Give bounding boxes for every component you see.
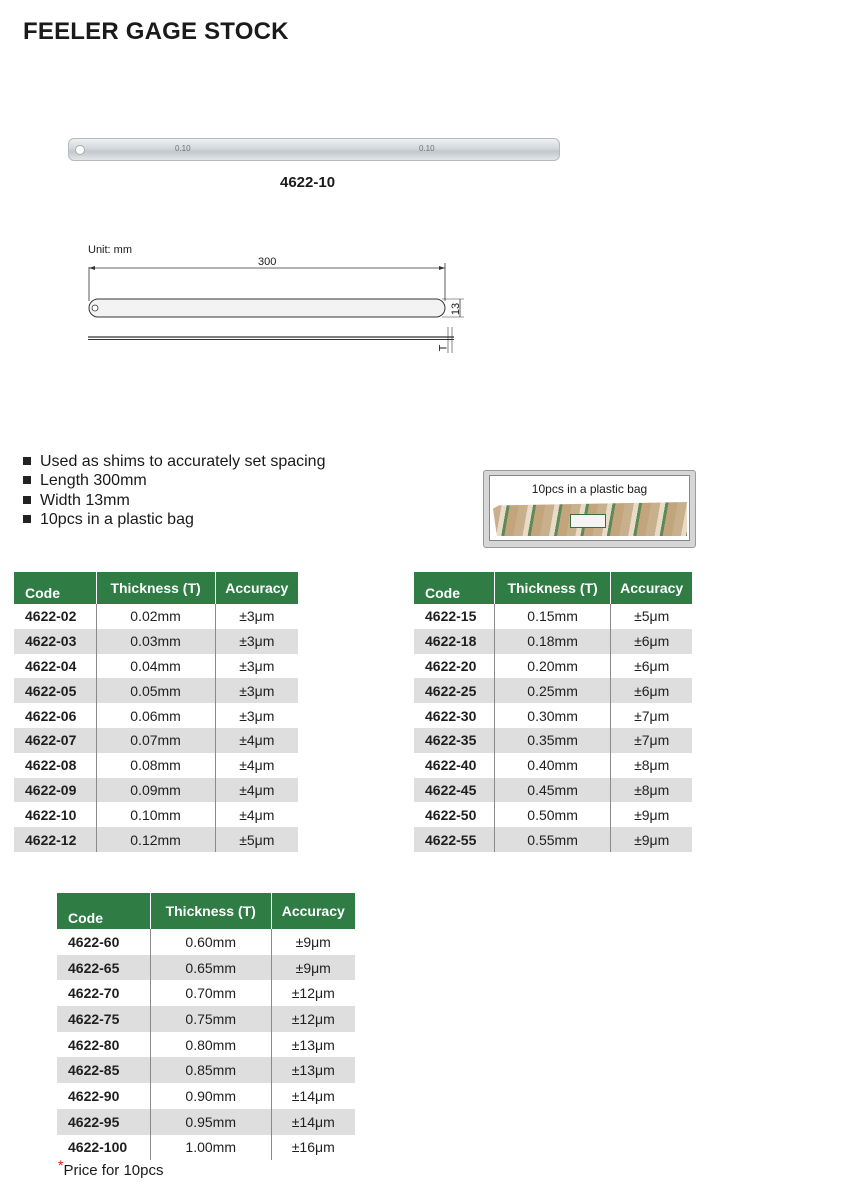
feature-item: Length 300mm <box>22 471 325 490</box>
bag-tag <box>570 514 606 528</box>
code-cell: 4622-80 <box>57 1032 150 1058</box>
thickness-cell: 0.15mm <box>494 604 611 629</box>
thickness-cell: 0.75mm <box>150 1006 271 1032</box>
code-cell: 4622-08 <box>14 753 96 778</box>
code-cell: 4622-55 <box>414 827 494 852</box>
code-cell: 4622-06 <box>14 703 96 728</box>
thickness-cell: 0.09mm <box>96 778 215 803</box>
thickness-cell: 1.00mm <box>150 1135 271 1161</box>
strip-hole <box>75 145 85 155</box>
strip-model-code: 4622-10 <box>280 174 336 191</box>
accuracy-cell: ±6μm <box>611 654 692 679</box>
accuracy-cell: ±13μm <box>271 1032 355 1058</box>
strip-thickness-mark: 0.10 <box>175 144 191 153</box>
code-cell: 4622-20 <box>414 654 494 679</box>
code-cell: 4622-12 <box>14 827 96 852</box>
code-cell: 4622-50 <box>414 802 494 827</box>
code-cell: 4622-02 <box>14 604 96 629</box>
accuracy-cell: ±3μm <box>215 629 298 654</box>
thickness-cell: 0.25mm <box>494 678 611 703</box>
price-note <box>58 1157 164 1179</box>
spec-table-1 <box>14 572 298 852</box>
thickness-cell: 0.50mm <box>494 802 611 827</box>
thickness-cell: 0.40mm <box>494 753 611 778</box>
code-cell: 4622-03 <box>14 629 96 654</box>
code-cell: 4622-10 <box>14 802 96 827</box>
column-header: Thickness (T) <box>96 572 215 604</box>
table-row <box>14 728 298 753</box>
thickness-cell: 0.20mm <box>494 654 611 679</box>
column-header: Code <box>414 572 494 604</box>
accuracy-cell: ±4μm <box>215 778 298 803</box>
table-row <box>57 955 355 981</box>
code-cell: 4622-07 <box>14 728 96 753</box>
thickness-cell: 0.10mm <box>96 802 215 827</box>
accuracy-cell: ±3μm <box>215 703 298 728</box>
thickness-cell: 0.12mm <box>96 827 215 852</box>
accuracy-cell: ±7μm <box>611 728 692 753</box>
feature-list <box>22 452 325 529</box>
code-cell: 4622-09 <box>14 778 96 803</box>
code-cell: 4622-65 <box>57 955 150 981</box>
accuracy-cell: ±5μm <box>611 604 692 629</box>
spec-table-3 <box>57 893 355 1160</box>
code-cell: 4622-18 <box>414 629 494 654</box>
note-asterisk: * <box>58 1157 64 1173</box>
page-title: FEELER GAGE STOCK <box>23 18 289 45</box>
table-header-row <box>14 572 298 604</box>
table-row <box>414 604 692 629</box>
table-row <box>57 1057 355 1083</box>
width-dimension: 13 <box>450 302 463 316</box>
thickness-cell: 0.90mm <box>150 1083 271 1109</box>
code-cell: 4622-25 <box>414 678 494 703</box>
thickness-cell: 0.80mm <box>150 1032 271 1058</box>
accuracy-cell: ±12μm <box>271 1006 355 1032</box>
accuracy-cell: ±4μm <box>215 753 298 778</box>
plastic-bag-photo <box>483 470 696 548</box>
accuracy-cell: ±3μm <box>215 678 298 703</box>
table-header-row <box>57 893 355 929</box>
accuracy-cell: ±4μm <box>215 728 298 753</box>
code-cell: 4622-70 <box>57 980 150 1006</box>
column-header: Code <box>57 893 150 929</box>
accuracy-cell: ±12μm <box>271 980 355 1006</box>
accuracy-cell: ±8μm <box>611 753 692 778</box>
accuracy-cell: ±9μm <box>271 955 355 981</box>
table-row <box>57 929 355 955</box>
table-header-row <box>414 572 692 604</box>
table-row <box>14 604 298 629</box>
thickness-cell: 0.02mm <box>96 604 215 629</box>
table-row <box>414 678 692 703</box>
table-row <box>14 778 298 803</box>
accuracy-cell: ±9μm <box>611 827 692 852</box>
thickness-cell: 0.08mm <box>96 753 215 778</box>
thickness-cell: 0.35mm <box>494 728 611 753</box>
table-row <box>414 654 692 679</box>
column-header: Accuracy <box>271 893 355 929</box>
length-dimension: 300 <box>258 256 277 268</box>
table-row <box>414 778 692 803</box>
accuracy-cell: ±3μm <box>215 654 298 679</box>
code-cell: 4622-05 <box>14 678 96 703</box>
code-cell: 4622-04 <box>14 654 96 679</box>
accuracy-cell: ±9μm <box>611 802 692 827</box>
column-header: Thickness (T) <box>494 572 611 604</box>
column-header: Accuracy <box>215 572 298 604</box>
table-row <box>14 629 298 654</box>
table-row <box>14 703 298 728</box>
dimension-drawing <box>80 255 480 365</box>
accuracy-cell: ±6μm <box>611 629 692 654</box>
table-row <box>414 827 692 852</box>
feature-item: 10pcs in a plastic bag <box>22 510 325 529</box>
bag-label: 10pcs in a plastic bag <box>531 482 648 496</box>
table-row <box>14 753 298 778</box>
accuracy-cell: ±16μm <box>271 1135 355 1161</box>
table-row <box>57 1032 355 1058</box>
code-cell: 4622-40 <box>414 753 494 778</box>
feeler-strip-photo <box>68 138 560 161</box>
accuracy-cell: ±4μm <box>215 802 298 827</box>
thickness-cell: 0.18mm <box>494 629 611 654</box>
code-cell: 4622-30 <box>414 703 494 728</box>
thickness-symbol: T <box>437 344 450 352</box>
bag-frame <box>489 475 690 541</box>
accuracy-cell: ±3μm <box>215 604 298 629</box>
feature-item: Used as shims to accurately set spacing <box>22 452 325 471</box>
code-cell: 4622-45 <box>414 778 494 803</box>
accuracy-cell: ±7μm <box>611 703 692 728</box>
thickness-cell: 0.05mm <box>96 678 215 703</box>
table-row <box>14 802 298 827</box>
table-row <box>414 728 692 753</box>
accuracy-cell: ±14μm <box>271 1083 355 1109</box>
thickness-cell: 0.06mm <box>96 703 215 728</box>
table-row <box>14 827 298 852</box>
table-row <box>414 703 692 728</box>
unit-label: Unit: mm <box>88 244 132 256</box>
thickness-cell: 0.04mm <box>96 654 215 679</box>
table-row <box>57 1083 355 1109</box>
thickness-cell: 0.70mm <box>150 980 271 1006</box>
thickness-cell: 0.45mm <box>494 778 611 803</box>
accuracy-cell: ±8μm <box>611 778 692 803</box>
code-cell: 4622-35 <box>414 728 494 753</box>
column-header: Accuracy <box>611 572 692 604</box>
accuracy-cell: ±14μm <box>271 1109 355 1135</box>
table-row <box>414 802 692 827</box>
feature-item: Width 13mm <box>22 491 325 510</box>
thickness-cell: 0.30mm <box>494 703 611 728</box>
thickness-cell: 0.95mm <box>150 1109 271 1135</box>
code-cell: 4622-90 <box>57 1083 150 1109</box>
table-row <box>414 629 692 654</box>
table-row <box>57 1006 355 1032</box>
thickness-cell: 0.65mm <box>150 955 271 981</box>
note-text: Price for 10pcs <box>63 1162 164 1179</box>
code-cell: 4622-60 <box>57 929 150 955</box>
code-cell: 4622-15 <box>414 604 494 629</box>
table-row <box>414 753 692 778</box>
table-row <box>14 654 298 679</box>
table-row <box>57 1109 355 1135</box>
thickness-cell: 0.85mm <box>150 1057 271 1083</box>
code-cell: 4622-95 <box>57 1109 150 1135</box>
accuracy-cell: ±5μm <box>215 827 298 852</box>
thickness-cell: 0.55mm <box>494 827 611 852</box>
spec-table-2 <box>414 572 692 852</box>
table-row <box>14 678 298 703</box>
code-cell: 4622-75 <box>57 1006 150 1032</box>
thickness-cell: 0.60mm <box>150 929 271 955</box>
thickness-cell: 0.07mm <box>96 728 215 753</box>
strip-thickness-mark: 0.10 <box>419 144 435 153</box>
accuracy-cell: ±13μm <box>271 1057 355 1083</box>
accuracy-cell: ±9μm <box>271 929 355 955</box>
code-cell: 4622-85 <box>57 1057 150 1083</box>
column-header: Thickness (T) <box>150 893 271 929</box>
code-cell: 4622-100 <box>57 1135 150 1161</box>
accuracy-cell: ±6μm <box>611 678 692 703</box>
thickness-cell: 0.03mm <box>96 629 215 654</box>
table-row <box>57 1135 355 1161</box>
column-header: Code <box>14 572 96 604</box>
table-row <box>57 980 355 1006</box>
